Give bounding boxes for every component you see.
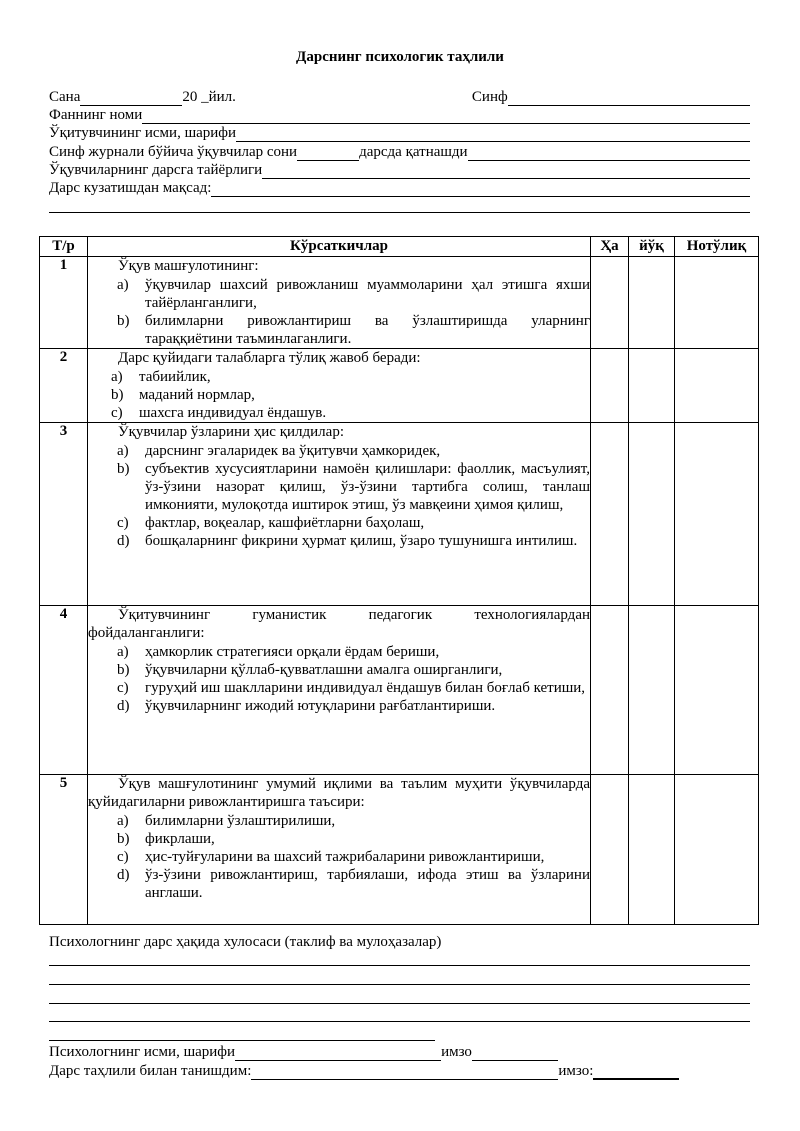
- list-item: d) ўз-ўзини ривожлантириш, тарбиялаши, ифода этиш ва ўзларини англаши.: [117, 867, 590, 901]
- indicator-list: [88, 276, 590, 348]
- table-row: [40, 423, 759, 606]
- purpose-field[interactable]: [211, 182, 750, 197]
- indicator-intro: Ўқув машғулотининг умумий иқлими ва таълим муҳити ўқувчиларда қуйидагиларни ривожлантиришга таъсири:: [88, 776, 590, 810]
- attended-label: дарсда қатнашди: [359, 144, 468, 160]
- list-item: a) ўқувчилар шахсий ривожланиш муаммоларини ҳал этишга яхши тайёрланганлиги,: [117, 277, 590, 311]
- indicators-table: [39, 236, 759, 925]
- journal-line: [49, 143, 750, 161]
- no-cell[interactable]: [629, 606, 675, 775]
- col-header-no: йўқ: [629, 237, 675, 257]
- indicator-cell: [88, 257, 591, 349]
- conclusion-line[interactable]: [49, 965, 750, 966]
- subject-line: [49, 106, 750, 124]
- yes-cell[interactable]: [591, 257, 629, 349]
- journal-label: Синф журнали бўйича ўқувчилар сони: [49, 144, 298, 160]
- acquainted-line: [49, 1062, 679, 1080]
- list-item: a) табиийлик,: [111, 369, 211, 385]
- class-field[interactable]: [508, 91, 750, 106]
- table-row: [40, 257, 759, 349]
- yes-cell[interactable]: [591, 349, 629, 423]
- table-row: [40, 606, 759, 775]
- teacher-line: [49, 124, 750, 142]
- purpose-extra-line[interactable]: [49, 212, 750, 213]
- indicator-intro: Ўқувчилар ўзларини ҳис қилдилар:: [118, 424, 344, 440]
- teacher-sign-field[interactable]: [593, 1064, 679, 1080]
- readiness-line: [49, 161, 750, 179]
- acquainted-label: Дарс таҳлили билан танишдим:: [49, 1063, 252, 1079]
- partial-cell[interactable]: [675, 257, 759, 349]
- list-item: a) ҳамкорлик стратегияси орқали ёрдам бериши,: [117, 644, 440, 660]
- list-item: c) шахсга индивидуал ёндашув.: [111, 405, 327, 421]
- list-item: a) билимларни ўзлаштирилиши,: [117, 813, 336, 829]
- indicator-intro: Ўқитувчининг гуманистик педагогик технологиялардан фойдаланганлиги:: [88, 607, 590, 641]
- row-number: 1: [40, 257, 88, 349]
- indicator-list: [88, 812, 590, 902]
- conclusion-line[interactable]: [49, 1003, 750, 1004]
- list-item: c) ҳис-туйғуларини ва шахсий тажрибаларини ривожлантириши,: [117, 849, 545, 865]
- no-cell[interactable]: [629, 423, 675, 606]
- journal-count-field[interactable]: [297, 146, 359, 161]
- no-cell[interactable]: [629, 349, 675, 423]
- psychologist-line: [49, 1043, 558, 1061]
- indicator-list: [88, 368, 590, 422]
- list-item: a) дарснинг эгаларидек ва ўқитувчи ҳамкоридек,: [117, 443, 441, 459]
- no-cell[interactable]: [629, 257, 675, 349]
- list-item: b) маданий нормлар,: [111, 387, 255, 403]
- indicator-cell: [88, 606, 591, 775]
- list-item: b) ўқувчиларни қўллаб-қувватлашни амалга оширганлиги,: [117, 662, 503, 678]
- partial-cell[interactable]: [675, 606, 759, 775]
- list-item: c) фактлар, воқеалар, кашфиётларни баҳолаш,: [117, 515, 425, 531]
- conclusion-label: Психологнинг дарс ҳақида хулосаси (таклиф ва мулоҳазалар): [49, 934, 442, 950]
- yes-cell[interactable]: [591, 775, 629, 925]
- partial-cell[interactable]: [675, 775, 759, 925]
- indicator-list: [88, 643, 590, 715]
- table-row: [40, 349, 759, 423]
- subject-field[interactable]: [142, 109, 750, 124]
- class-label: Синф: [471, 89, 508, 105]
- indicator-intro: Дарс қуйидаги талабларга тўлиқ жавоб беради:: [118, 350, 421, 366]
- list-item: c) гуруҳий иш шаклларини индивидуал ёндашув билан боғлаб кетиши,: [117, 680, 586, 696]
- psychologist-name-field[interactable]: [235, 1046, 441, 1061]
- partial-cell[interactable]: [675, 423, 759, 606]
- indicator-cell: [88, 423, 591, 606]
- purpose-label: Дарс кузатишдан мақсад:: [49, 180, 212, 196]
- row-number: 2: [40, 349, 88, 423]
- psychologist-label: Психологнинг исми, шарифи: [49, 1044, 236, 1060]
- acquainted-name-field[interactable]: [251, 1065, 558, 1080]
- list-item: b) фикрлаши,: [117, 831, 215, 847]
- partial-cell[interactable]: [675, 349, 759, 423]
- row-number: 5: [40, 775, 88, 925]
- conclusion-line[interactable]: [49, 1021, 750, 1022]
- col-header-indicators: Кўрсаткичлар: [88, 237, 591, 257]
- page-title: Дарснинг психологик таҳлили: [296, 49, 504, 65]
- teacher-field[interactable]: [236, 127, 750, 142]
- indicator-intro: Ўқув машғулотининг:: [118, 258, 259, 274]
- row-number: 4: [40, 606, 88, 775]
- table-header-row: [40, 237, 759, 257]
- readiness-label: Ўқувчиларнинг дарсга тайёрлиги: [49, 162, 263, 178]
- sign-label: имзо: [441, 1044, 472, 1060]
- date-field[interactable]: [80, 91, 182, 106]
- col-header-partial: Нотўлиқ: [675, 237, 759, 257]
- sign-label-2: имзо:: [558, 1063, 594, 1079]
- list-item: d) бошқаларнинг фикрини ҳурмат қилиш, ўзаро тушунишга интилиш.: [117, 533, 578, 549]
- attended-field[interactable]: [468, 146, 750, 161]
- teacher-label: Ўқитувчининг исми, шарифи: [49, 125, 237, 141]
- col-header-yes: Ҳа: [591, 237, 629, 257]
- date-label: Сана: [49, 89, 81, 105]
- row-number: 3: [40, 423, 88, 606]
- table-row: [40, 775, 759, 925]
- list-item: b) билимларни ривожлантириш ва ўзлаштиришда уларнинг тараққиётини таъминлаганлиги.: [117, 313, 590, 347]
- no-cell[interactable]: [629, 775, 675, 925]
- indicator-cell: [88, 775, 591, 925]
- list-item: b) субъектив хусусиятларини намоён қилишлари: фаоллик, масъулият, ўз-ўзини назорат қилиш, ўз-ўзини тартибга солиш, танлаш имконияти, мулоқотда иштирок этиш, ўз мавқеини ҳимоя қилиш,: [117, 461, 590, 513]
- indicator-list: [88, 442, 590, 550]
- yes-cell[interactable]: [591, 423, 629, 606]
- psychologist-sign-field[interactable]: [472, 1046, 558, 1061]
- list-item: d) ўқувчиларнинг ижодий ютуқларини рағбатлантириши.: [117, 698, 496, 714]
- conclusion-line[interactable]: [49, 1040, 435, 1041]
- col-header-num: Т/р: [40, 237, 88, 257]
- indicator-cell: [88, 349, 591, 423]
- purpose-line: [49, 179, 750, 197]
- conclusion-line[interactable]: [49, 984, 750, 985]
- subject-label: Фаннинг номи: [49, 107, 143, 123]
- readiness-field[interactable]: [262, 164, 750, 179]
- yes-cell[interactable]: [591, 606, 629, 775]
- date-year-label: 20 _йил.: [182, 89, 236, 105]
- date-class-line: [49, 88, 750, 106]
